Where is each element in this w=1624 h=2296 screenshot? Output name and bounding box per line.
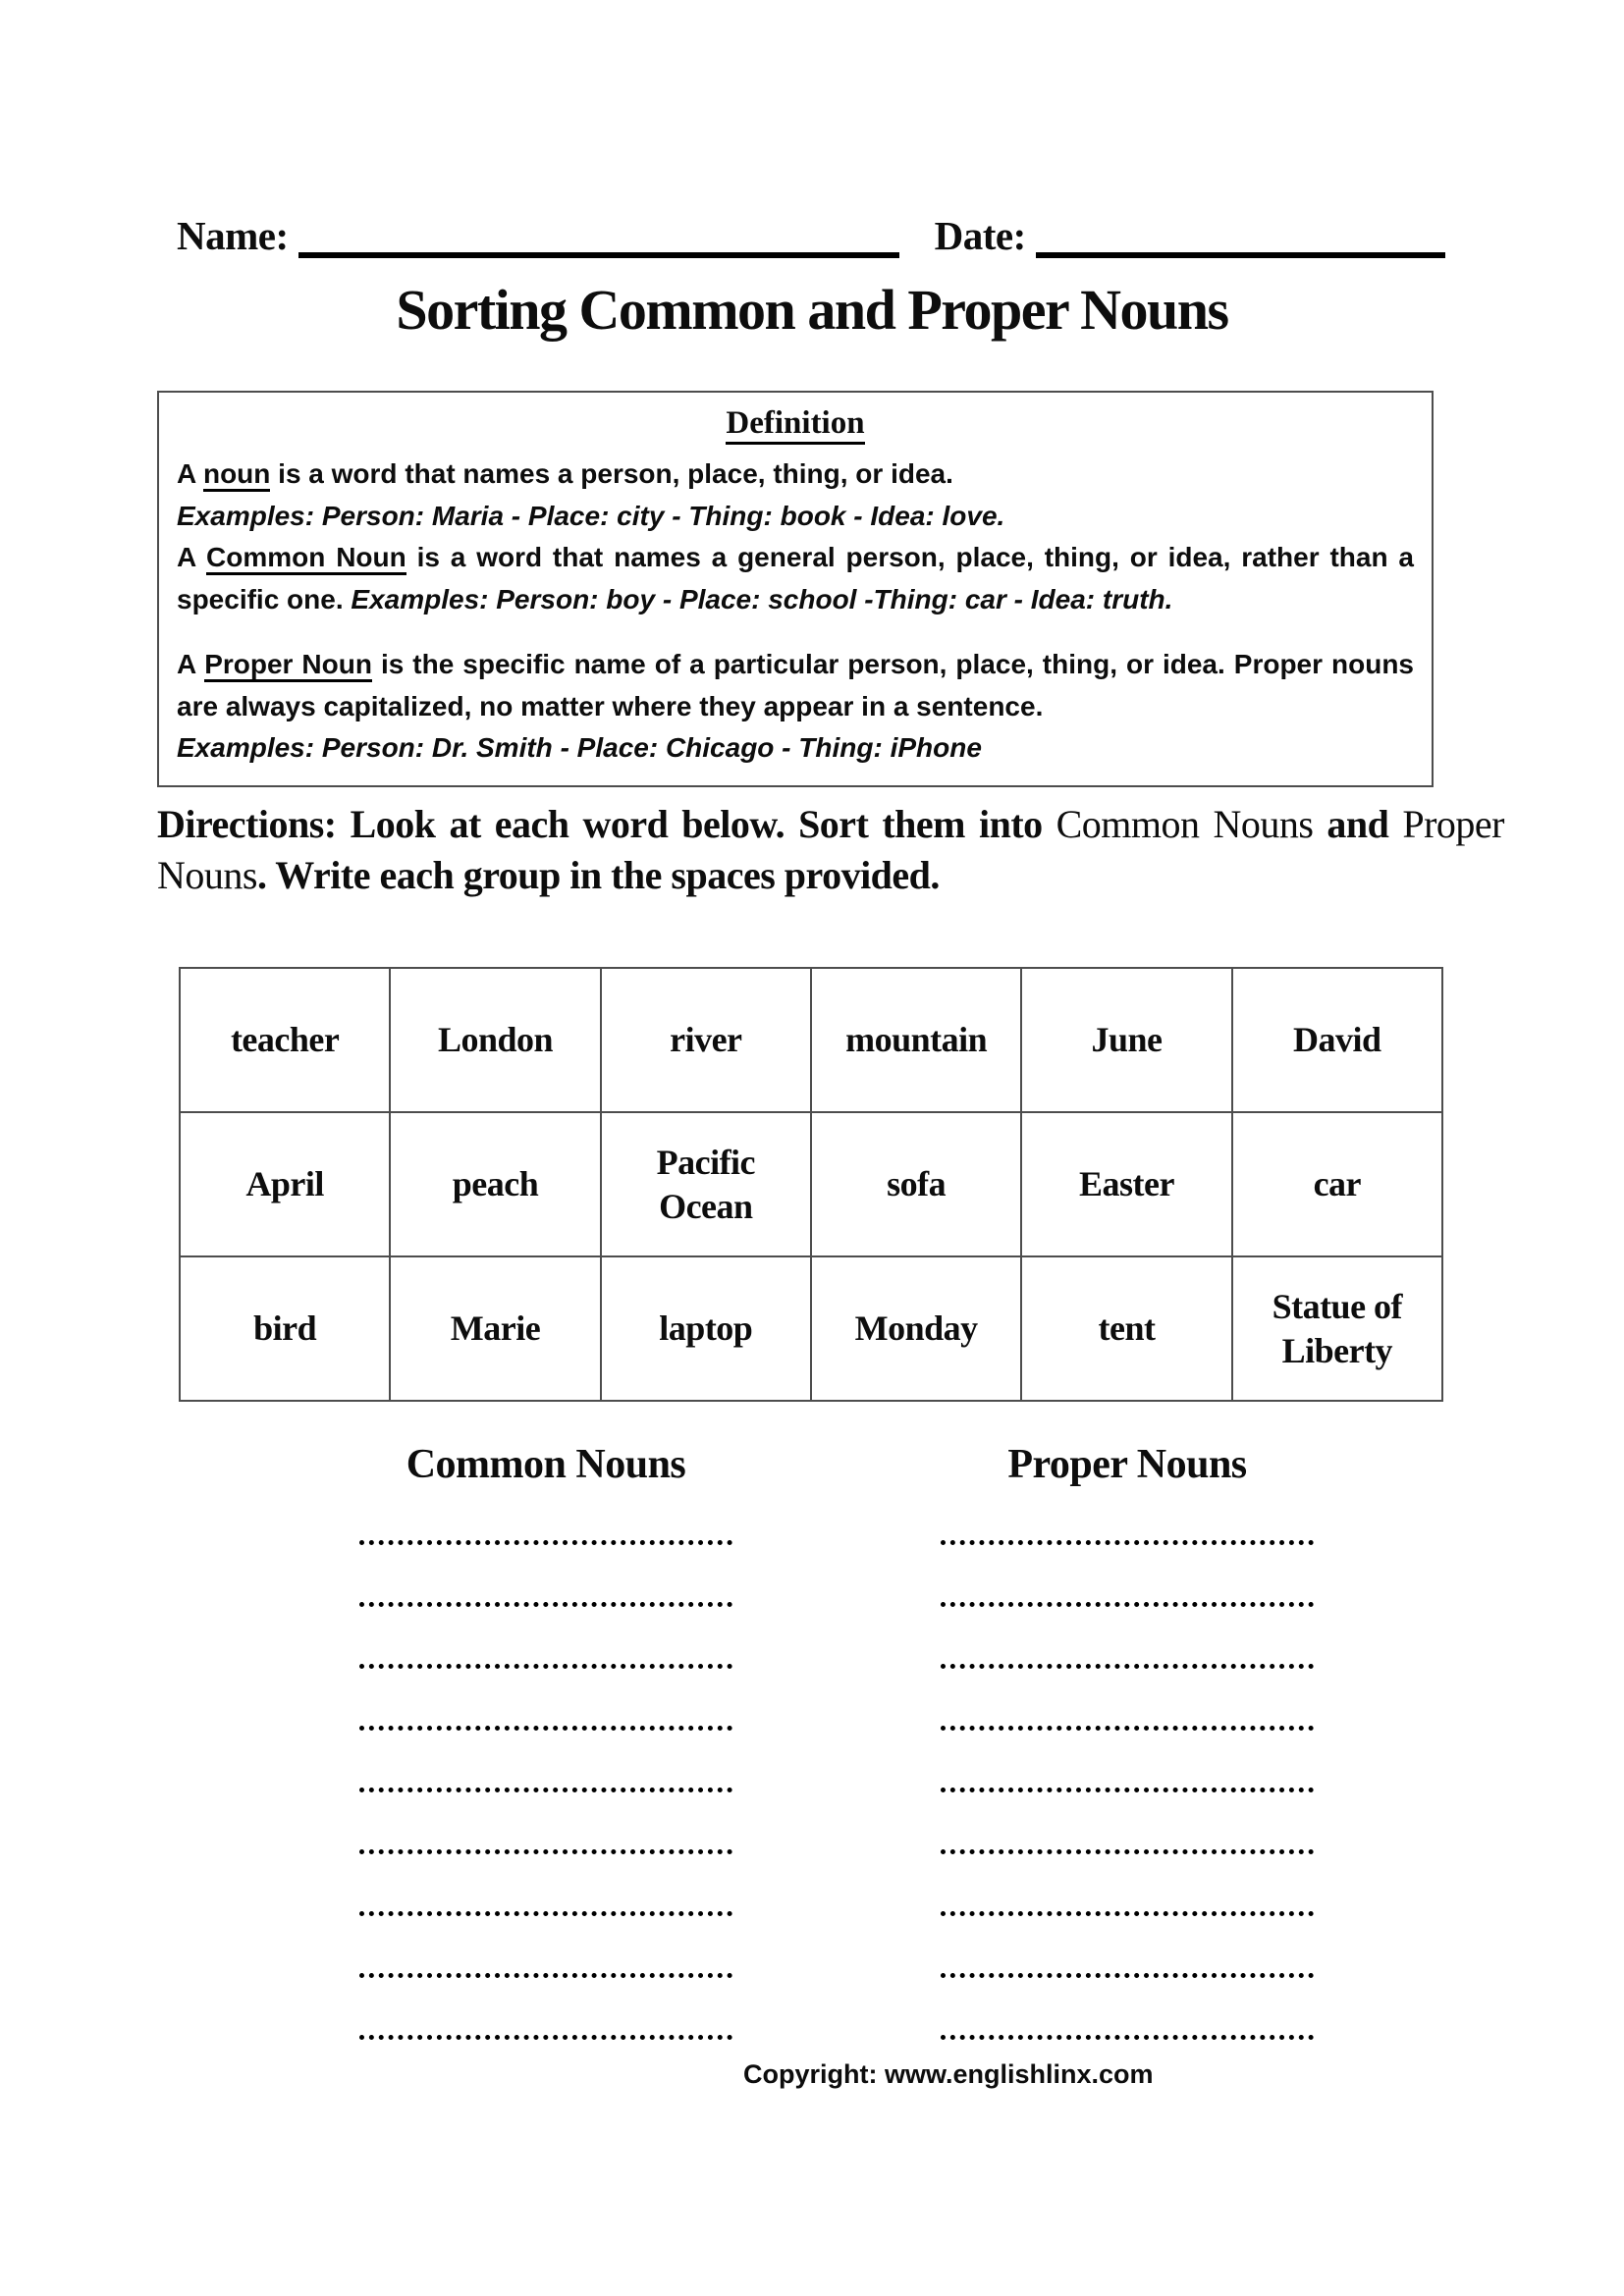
word-cell: laptop — [601, 1256, 811, 1401]
noun-definition-pre: A — [177, 458, 203, 490]
proper-nouns-column — [941, 1439, 1314, 2097]
date-blank-line[interactable] — [1036, 217, 1445, 258]
common-nouns-column — [359, 1439, 732, 2097]
word-cell: teacher — [180, 968, 390, 1112]
word-table-row — [180, 968, 1442, 1112]
directions-regular-1: Common Nouns — [1056, 802, 1314, 846]
answer-line[interactable] — [359, 1602, 732, 1607]
date-label: Date: — [934, 213, 1026, 258]
noun-definition-post: is a word that names a person, place, thing, or idea. — [270, 458, 953, 490]
directions-bold-1: Directions: Look at each word below. Sort them into — [157, 802, 1056, 846]
answer-line[interactable] — [359, 1788, 732, 1792]
common-noun-term: Common Noun — [206, 542, 406, 575]
proper-noun-definition — [177, 644, 1414, 727]
answer-line[interactable] — [941, 1540, 1314, 1545]
answer-line[interactable] — [941, 1973, 1314, 1978]
common-nouns-heading: Common Nouns — [406, 1442, 686, 1487]
word-cell: car — [1232, 1112, 1442, 1256]
proper-noun-pre: A — [177, 649, 205, 680]
word-cell: Marie — [390, 1256, 600, 1401]
answer-line[interactable] — [941, 2035, 1314, 2040]
word-cell: tent — [1021, 1256, 1231, 1401]
word-cell: Pacific Ocean — [601, 1112, 811, 1256]
answer-line[interactable] — [941, 1726, 1314, 1731]
answer-line[interactable] — [359, 1911, 732, 1916]
word-cell: David — [1232, 968, 1442, 1112]
noun-examples-text: Examples: Person: Maria - Place: city - Thing: book - Idea: love. — [177, 500, 1005, 531]
word-bank-table — [179, 967, 1443, 1402]
proper-nouns-heading: Proper Nouns — [1007, 1442, 1247, 1487]
common-noun-examples-text: Examples: Person: boy - Place: school -Thing: car - Idea: truth. — [351, 583, 1173, 614]
word-cell: London — [390, 968, 600, 1112]
word-cell: bird — [180, 1256, 390, 1401]
definition-heading — [177, 399, 1414, 448]
word-cell: Monday — [811, 1256, 1021, 1401]
answer-line[interactable] — [359, 1726, 732, 1731]
word-table-row — [180, 1256, 1442, 1401]
proper-noun-examples — [177, 727, 1414, 770]
word-cell: June — [1021, 968, 1231, 1112]
proper-nouns-answer-lines — [941, 1540, 1314, 2040]
copyright-text: Copyright: www.englishlinx.com — [743, 2059, 1154, 2089]
word-cell: mountain — [811, 968, 1021, 1112]
name-label: Name: — [177, 213, 289, 258]
proper-noun-post: is the specific name of a particular person, place, thing, or idea. Proper nouns are always capitalized, no matter where they appear in a sentence. — [177, 649, 1415, 721]
word-cell: Statue of Liberty — [1232, 1256, 1442, 1401]
definition-heading-text: Definition — [726, 405, 864, 445]
common-noun-definition — [177, 537, 1414, 620]
answer-line[interactable] — [359, 2035, 732, 2040]
word-cell: Easter — [1021, 1112, 1231, 1256]
directions-bold-3: . Write each group in the spaces provided. — [256, 853, 940, 897]
name-date-row — [177, 214, 1445, 258]
word-cell: April — [180, 1112, 390, 1256]
definition-box — [157, 391, 1434, 787]
noun-examples — [177, 496, 1414, 538]
answer-line[interactable] — [941, 1849, 1314, 1854]
answer-line[interactable] — [359, 1540, 732, 1545]
answer-line[interactable] — [359, 1664, 732, 1669]
answer-line[interactable] — [359, 1973, 732, 1978]
noun-term: noun — [203, 458, 270, 492]
answer-line[interactable] — [941, 1602, 1314, 1607]
common-noun-post: is a word that names a general person, place, thing, or idea, rather than a specific one. — [177, 542, 1414, 614]
directions-text — [157, 799, 1504, 901]
word-table-row — [180, 1112, 1442, 1256]
answer-line[interactable] — [359, 1849, 732, 1854]
common-nouns-answer-lines — [359, 1540, 732, 2040]
answer-line[interactable] — [941, 1911, 1314, 1916]
word-cell: river — [601, 968, 811, 1112]
word-cell: peach — [390, 1112, 600, 1256]
answer-line[interactable] — [941, 1664, 1314, 1669]
proper-noun-examples-text: Examples: Person: Dr. Smith - Place: Chicago - Thing: iPhone — [177, 732, 982, 764]
directions-bold-2: and — [1313, 802, 1403, 846]
noun-definition — [177, 454, 1414, 496]
answer-line[interactable] — [941, 1788, 1314, 1792]
worksheet-title: Sorting Common and Proper Nouns — [396, 278, 1228, 342]
word-cell: sofa — [811, 1112, 1021, 1256]
name-blank-line[interactable] — [298, 217, 899, 258]
proper-noun-term: Proper Noun — [204, 649, 372, 682]
directions-regular-2: Proper Nouns — [157, 802, 1504, 897]
common-noun-pre: A — [177, 542, 207, 573]
